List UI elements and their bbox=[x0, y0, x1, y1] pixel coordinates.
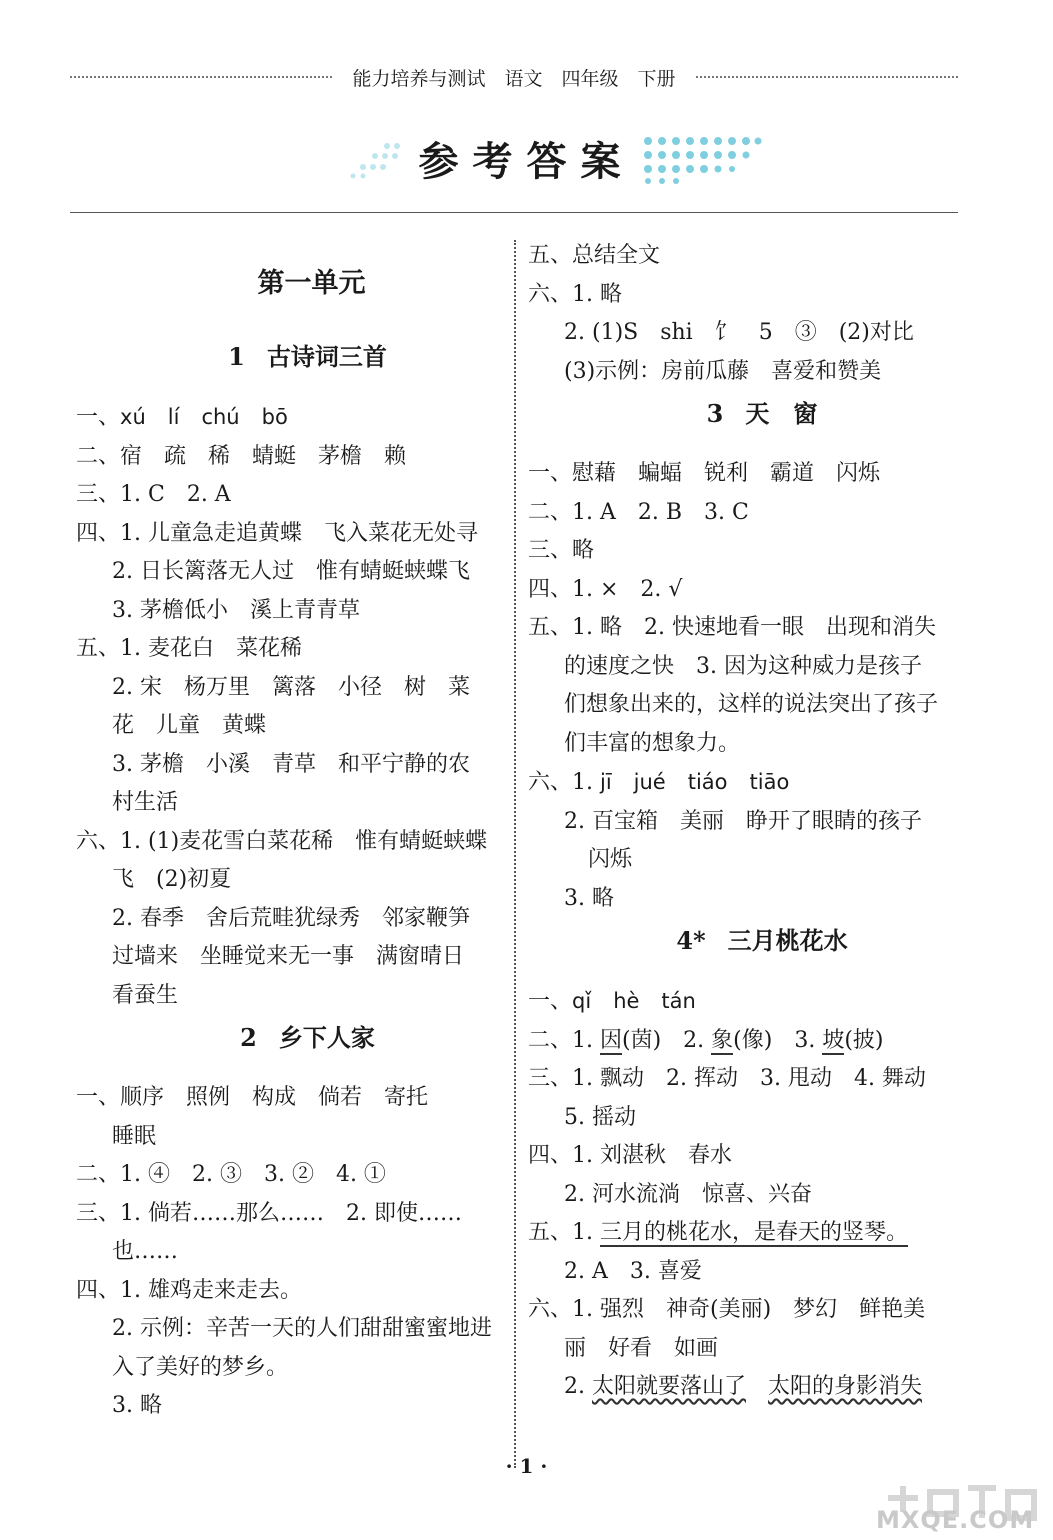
answer-line bbox=[528, 1137, 968, 1176]
answer-line bbox=[76, 784, 511, 823]
answer-text: 三、1. 飘动 2. 挥动 3. 甩动 4. 舞动 bbox=[528, 1066, 926, 1091]
answer-line bbox=[528, 1060, 968, 1099]
answer-line bbox=[76, 977, 511, 1016]
answer-text: 2. 河水流淌 惊喜、兴奋 bbox=[564, 1181, 812, 1207]
page-number: · 1 · bbox=[505, 1454, 548, 1478]
answer-text: 2. 宋 杨万里 篱落 小径 树 菜 bbox=[112, 674, 470, 700]
answer-text: 一、 bbox=[528, 989, 573, 1014]
answer-text: 五、1. 略 2. 快速地看一眼 出现和消失 bbox=[528, 615, 936, 640]
answer-text: 2. 百宝箱 美丽 睁开了眼睛的孩子 bbox=[564, 808, 922, 834]
page-title: 参考答案 bbox=[418, 138, 635, 185]
answer-line bbox=[528, 276, 968, 315]
answer-line bbox=[76, 861, 511, 900]
answer-text: 2. 春季 舍后荒畦犹绿秀 邻家鞭笋 bbox=[112, 905, 470, 931]
answer-line bbox=[528, 686, 968, 725]
answer-text: 2. A 3. 喜爱 bbox=[564, 1258, 702, 1284]
answer-text: 四、1. × 2. √ bbox=[528, 576, 683, 602]
lesson-title: 古诗词三首 bbox=[266, 342, 387, 371]
answer-text: 2. 日长篱落无人过 惟有蜻蜓蛱蝶飞 bbox=[112, 559, 470, 584]
answer-line bbox=[528, 1099, 968, 1138]
lesson-4-answers-a bbox=[528, 982, 968, 1022]
answer-line bbox=[76, 823, 511, 862]
answer-line bbox=[528, 1176, 968, 1215]
pinyin-answer: tán bbox=[661, 989, 696, 1013]
answer-line bbox=[76, 1387, 511, 1426]
answer-text: 一、顺序 照例 构成 倘若 寄托 bbox=[76, 1085, 429, 1110]
answer-line bbox=[76, 630, 511, 669]
answer-text: 3. 茅檐低小 溪上青青草 bbox=[112, 597, 360, 623]
answer-text: 闪烁 bbox=[588, 847, 633, 872]
pinyin-answer: tiáo bbox=[687, 770, 728, 794]
answer-line bbox=[76, 1349, 511, 1388]
answer-text: 六、1. 强烈 神奇(美丽) 梦幻 鲜艳美 bbox=[528, 1297, 926, 1322]
answer-text: 二、1. ④ 2. ③ 3. ② 4. ① bbox=[76, 1162, 386, 1187]
answer-text: 六、1. 略 bbox=[528, 281, 622, 307]
answer-line bbox=[528, 1368, 968, 1407]
answer-text: 四、1. 儿童急走追黄蝶 飞入菜花无处寻 bbox=[76, 520, 478, 546]
pinyin-answer: jué bbox=[633, 770, 666, 794]
answer-line bbox=[528, 841, 968, 880]
running-header bbox=[70, 62, 958, 92]
answer-line bbox=[528, 725, 968, 764]
answer-text: 看蚕生 bbox=[112, 982, 179, 1008]
answer-line bbox=[528, 803, 968, 842]
lesson-number: 1 bbox=[228, 342, 245, 371]
answer-line bbox=[528, 1022, 968, 1061]
answer-line bbox=[528, 880, 968, 919]
header-text: 能力培养与测试 语文 四年级 下册 bbox=[352, 68, 676, 90]
title-decoration-right bbox=[640, 135, 765, 185]
answer-text: 六、1. (1)麦花雪白菜花稀 惟有蜻蜓蛱蝶 bbox=[76, 828, 488, 854]
title-rule bbox=[70, 212, 958, 213]
underlined-char: 因 bbox=[599, 1027, 622, 1053]
answer-text: 丽 好看 如画 bbox=[564, 1335, 719, 1361]
answer-line bbox=[76, 707, 511, 746]
answer-text: (3)示例：房前瓜藤 喜爱和赞美 bbox=[564, 358, 882, 384]
answer-text: 们想象出来的，这样的说法突出了孩子 bbox=[564, 692, 939, 717]
pinyin-answer: chú bbox=[201, 405, 240, 429]
answer-text: 三、略 bbox=[528, 538, 595, 563]
answer-text bbox=[746, 1374, 768, 1399]
pinyin-answer: bō bbox=[261, 405, 288, 429]
watermark-logo bbox=[868, 1478, 1048, 1536]
answer-line bbox=[76, 669, 511, 708]
answer-line bbox=[528, 494, 968, 533]
lesson-title: 乡下人家 bbox=[278, 1023, 375, 1052]
answer-text: 3. 略 bbox=[112, 1393, 162, 1418]
pinyin-answer: hè bbox=[613, 989, 640, 1013]
answer-text: 睡眠 bbox=[112, 1123, 157, 1149]
answer-text: 六、1. bbox=[528, 770, 600, 795]
answer-line bbox=[528, 1214, 968, 1253]
answer-line bbox=[528, 1253, 968, 1292]
pinyin-answer: xú bbox=[120, 405, 146, 429]
lesson-3-answers bbox=[528, 455, 968, 918]
lesson-title: 三月桃花水 bbox=[727, 926, 848, 955]
answer-line bbox=[76, 1118, 511, 1157]
underlined-sentence: 三月的桃花水，是春天的竖琴。 bbox=[599, 1220, 908, 1245]
answer-text: 5. 摇动 bbox=[564, 1104, 636, 1130]
pinyin-answer: lí bbox=[167, 405, 180, 429]
answer-line bbox=[76, 438, 511, 477]
answer-text: 2. bbox=[564, 1374, 592, 1399]
column-divider bbox=[514, 240, 516, 1468]
answer-text: 二、1. A 2. B 3. C bbox=[528, 499, 749, 525]
answer-line bbox=[76, 515, 511, 554]
pinyin-answer: tiāo bbox=[749, 770, 790, 794]
answer-text: 飞 (2)初夏 bbox=[112, 867, 232, 892]
answer-text: 村生活 bbox=[112, 790, 179, 815]
watermark-text: MXQE.COM bbox=[876, 1506, 1035, 1534]
answer-text: 的速度之快 3. 因为这种威力是孩子 bbox=[564, 653, 922, 679]
right-column bbox=[528, 237, 968, 1407]
answer-text: 3. 略 bbox=[564, 885, 614, 911]
wavy-underlined-text: 太阳的身影消失 bbox=[768, 1374, 923, 1399]
answer-text: 二、宿 疏 稀 蜻蜓 茅檐 赖 bbox=[76, 443, 407, 469]
underlined-char: 坡 bbox=[822, 1027, 845, 1053]
lesson-4-answers-b bbox=[528, 1060, 968, 1214]
answer-text: 一、 bbox=[76, 405, 121, 430]
answer-text: (像) 3. bbox=[733, 1027, 823, 1053]
answer-line bbox=[76, 746, 511, 785]
answer-line bbox=[76, 900, 511, 939]
header-dotted-rule-right bbox=[696, 76, 958, 78]
answer-line bbox=[76, 1195, 511, 1234]
answer-line bbox=[528, 455, 968, 494]
answer-line bbox=[76, 592, 511, 631]
answer-line bbox=[76, 553, 511, 592]
answer-line bbox=[528, 982, 968, 1022]
lesson-heading-1 bbox=[76, 338, 511, 376]
lesson-2-answers-continued bbox=[528, 237, 968, 391]
answer-line bbox=[76, 1272, 511, 1311]
left-column bbox=[76, 264, 511, 1426]
answer-line bbox=[76, 1156, 511, 1195]
pinyin-answer: jī bbox=[599, 770, 612, 794]
answer-text: 过墙来 坐睡觉来无一事 满窗晴日 bbox=[112, 944, 465, 969]
answer-line bbox=[76, 398, 511, 438]
answer-line bbox=[528, 648, 968, 687]
answer-line bbox=[76, 1233, 511, 1272]
answer-text: 三、1. 倘若……那么…… 2. 即使…… bbox=[76, 1200, 462, 1226]
lesson-number: 2 bbox=[240, 1023, 257, 1052]
lesson-4-answers-c bbox=[528, 1253, 968, 1369]
lesson-heading-4 bbox=[528, 922, 968, 960]
answer-text: 2. 示例：辛苦一天的人们甜甜蜜蜜地进 bbox=[112, 1316, 492, 1341]
answer-text: 二、1. bbox=[528, 1027, 600, 1053]
answer-line bbox=[76, 1310, 511, 1349]
answer-line bbox=[528, 609, 968, 648]
answer-text: 花 儿童 黄蝶 bbox=[112, 713, 267, 738]
answer-text: 2. (1)S shi 饣 5 ③ (2)对比 bbox=[564, 320, 914, 345]
answer-line bbox=[528, 571, 968, 610]
answer-text: 一、慰藉 蝙蝠 锐利 霸道 闪烁 bbox=[528, 461, 881, 486]
answer-text: 也…… bbox=[112, 1239, 179, 1264]
answer-text: (茵) 2. bbox=[622, 1027, 712, 1053]
answer-text: 三、1. C 2. A bbox=[76, 482, 231, 507]
lesson-heading-3 bbox=[528, 395, 968, 433]
wavy-underlined-text: 太阳就要落山了 bbox=[591, 1374, 746, 1399]
lesson-title: 天 窗 bbox=[745, 399, 818, 428]
answer-line bbox=[528, 314, 968, 353]
answer-line bbox=[528, 237, 968, 276]
lesson-number: 4* bbox=[676, 926, 706, 955]
lesson-1-answers bbox=[76, 398, 511, 1015]
answer-text: (披) bbox=[844, 1027, 884, 1053]
answer-text: 四、1. 雄鸡走来走去。 bbox=[76, 1277, 302, 1303]
lesson-heading-2 bbox=[76, 1019, 511, 1057]
answer-line bbox=[528, 532, 968, 571]
lesson-number: 3 bbox=[706, 399, 724, 428]
answer-text: 们丰富的想象力。 bbox=[564, 730, 741, 756]
pinyin-answer: qǐ bbox=[572, 989, 592, 1013]
answer-line bbox=[528, 1330, 968, 1369]
answer-text: 五、总结全文 bbox=[528, 243, 661, 268]
underlined-char: 象 bbox=[711, 1027, 734, 1053]
title-block bbox=[0, 130, 1053, 187]
answer-line bbox=[76, 1079, 511, 1118]
answer-line bbox=[528, 353, 968, 392]
answer-text: 四、1. 刘湛秋 春水 bbox=[528, 1143, 732, 1168]
lesson-2-answers bbox=[76, 1079, 511, 1426]
answer-line bbox=[528, 763, 968, 803]
answer-line bbox=[76, 476, 511, 515]
answer-line bbox=[76, 938, 511, 977]
answer-text: 入了美好的梦乡。 bbox=[112, 1354, 289, 1380]
answer-line bbox=[528, 1291, 968, 1330]
answer-text: 3. 茅檐 小溪 青草 和平宁静的农 bbox=[112, 751, 470, 777]
unit-heading: 第一单元 bbox=[257, 268, 366, 299]
answer-text: 五、1. bbox=[528, 1220, 600, 1245]
answer-text: 五、1. 麦花白 菜花稀 bbox=[76, 636, 302, 661]
